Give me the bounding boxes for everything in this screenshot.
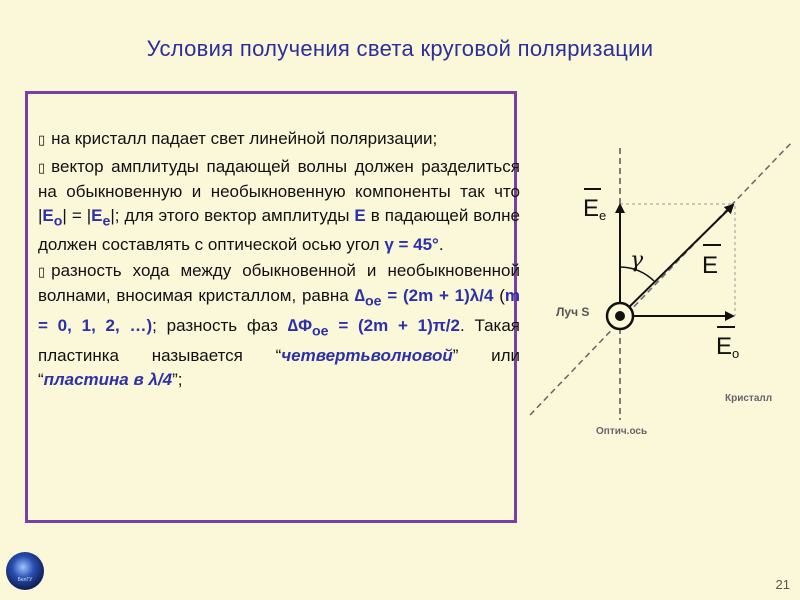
bullet-icon: ▯ bbox=[38, 133, 46, 148]
university-logo: БелГУ bbox=[6, 552, 44, 590]
bullet-icon: ▯ bbox=[38, 160, 46, 176]
vector-e: E bbox=[354, 205, 366, 225]
quarter-wave-plate-term: пластина в λ/4 bbox=[43, 369, 173, 389]
ray-label: Луч S bbox=[556, 305, 590, 319]
angle-value: γ = 45° bbox=[384, 235, 439, 255]
phase-difference-formula: $\Delta\Phi_{oe} = (2m + 1)\pi/2$ bbox=[287, 316, 460, 340]
vector-eo: $E_o$ bbox=[42, 205, 63, 229]
ee-label: Ee bbox=[583, 195, 607, 223]
page-number: 21 bbox=[775, 577, 790, 592]
ray-source-dot bbox=[615, 311, 625, 321]
polarization-diagram bbox=[525, 140, 795, 450]
slide-title: Условия получения света круговой поляризации bbox=[146, 36, 654, 61]
path-difference-formula: $\Delta_{oe} = (2m + 1)\lambda/4$ bbox=[354, 286, 494, 310]
list-item: ▯ вектор амплитуды падающей волны должен разделиться на обыкновенную и необыкновенную компоненты так что $|E_o| = |E_e|$; для этого вектор амплитуды E в падающей волне должен составлять с оптической осью угол γ = 45°. bbox=[38, 156, 520, 255]
list-item: ▯ разность хода между обыкновенной и необыкновенной волнами, вносимая кристаллом, равна $\Delta_{oe} = (2m + 1)\lambda/4$ (m = 0, 1, 2, …); разность фаз $\Delta\Phi_{oe} = (2m + 1)\pi/2$. Такая пластинка называется “четвертьволновой” или “пластина в λ/4”; bbox=[38, 260, 521, 389]
quarter-wave-term: четвертьволновой bbox=[281, 346, 453, 366]
content-box bbox=[25, 91, 521, 523]
optic-axis-label: Оптич.ось bbox=[596, 426, 648, 437]
crystal-label: Кристалл bbox=[725, 393, 773, 404]
eo-label: Eo bbox=[716, 333, 740, 361]
m-values: m = 0, 1, 2, …) bbox=[38, 286, 521, 336]
bullet-icon: ▯ bbox=[38, 264, 46, 280]
content-text bbox=[38, 127, 520, 393]
vector-ee: $E_e$ bbox=[91, 205, 111, 229]
list-item: ▯ на кристалл падает свет линейной поляризации; bbox=[38, 129, 438, 148]
e-label: E bbox=[702, 252, 719, 279]
gamma-label: γ bbox=[630, 248, 644, 273]
crystal-line bbox=[530, 142, 792, 415]
